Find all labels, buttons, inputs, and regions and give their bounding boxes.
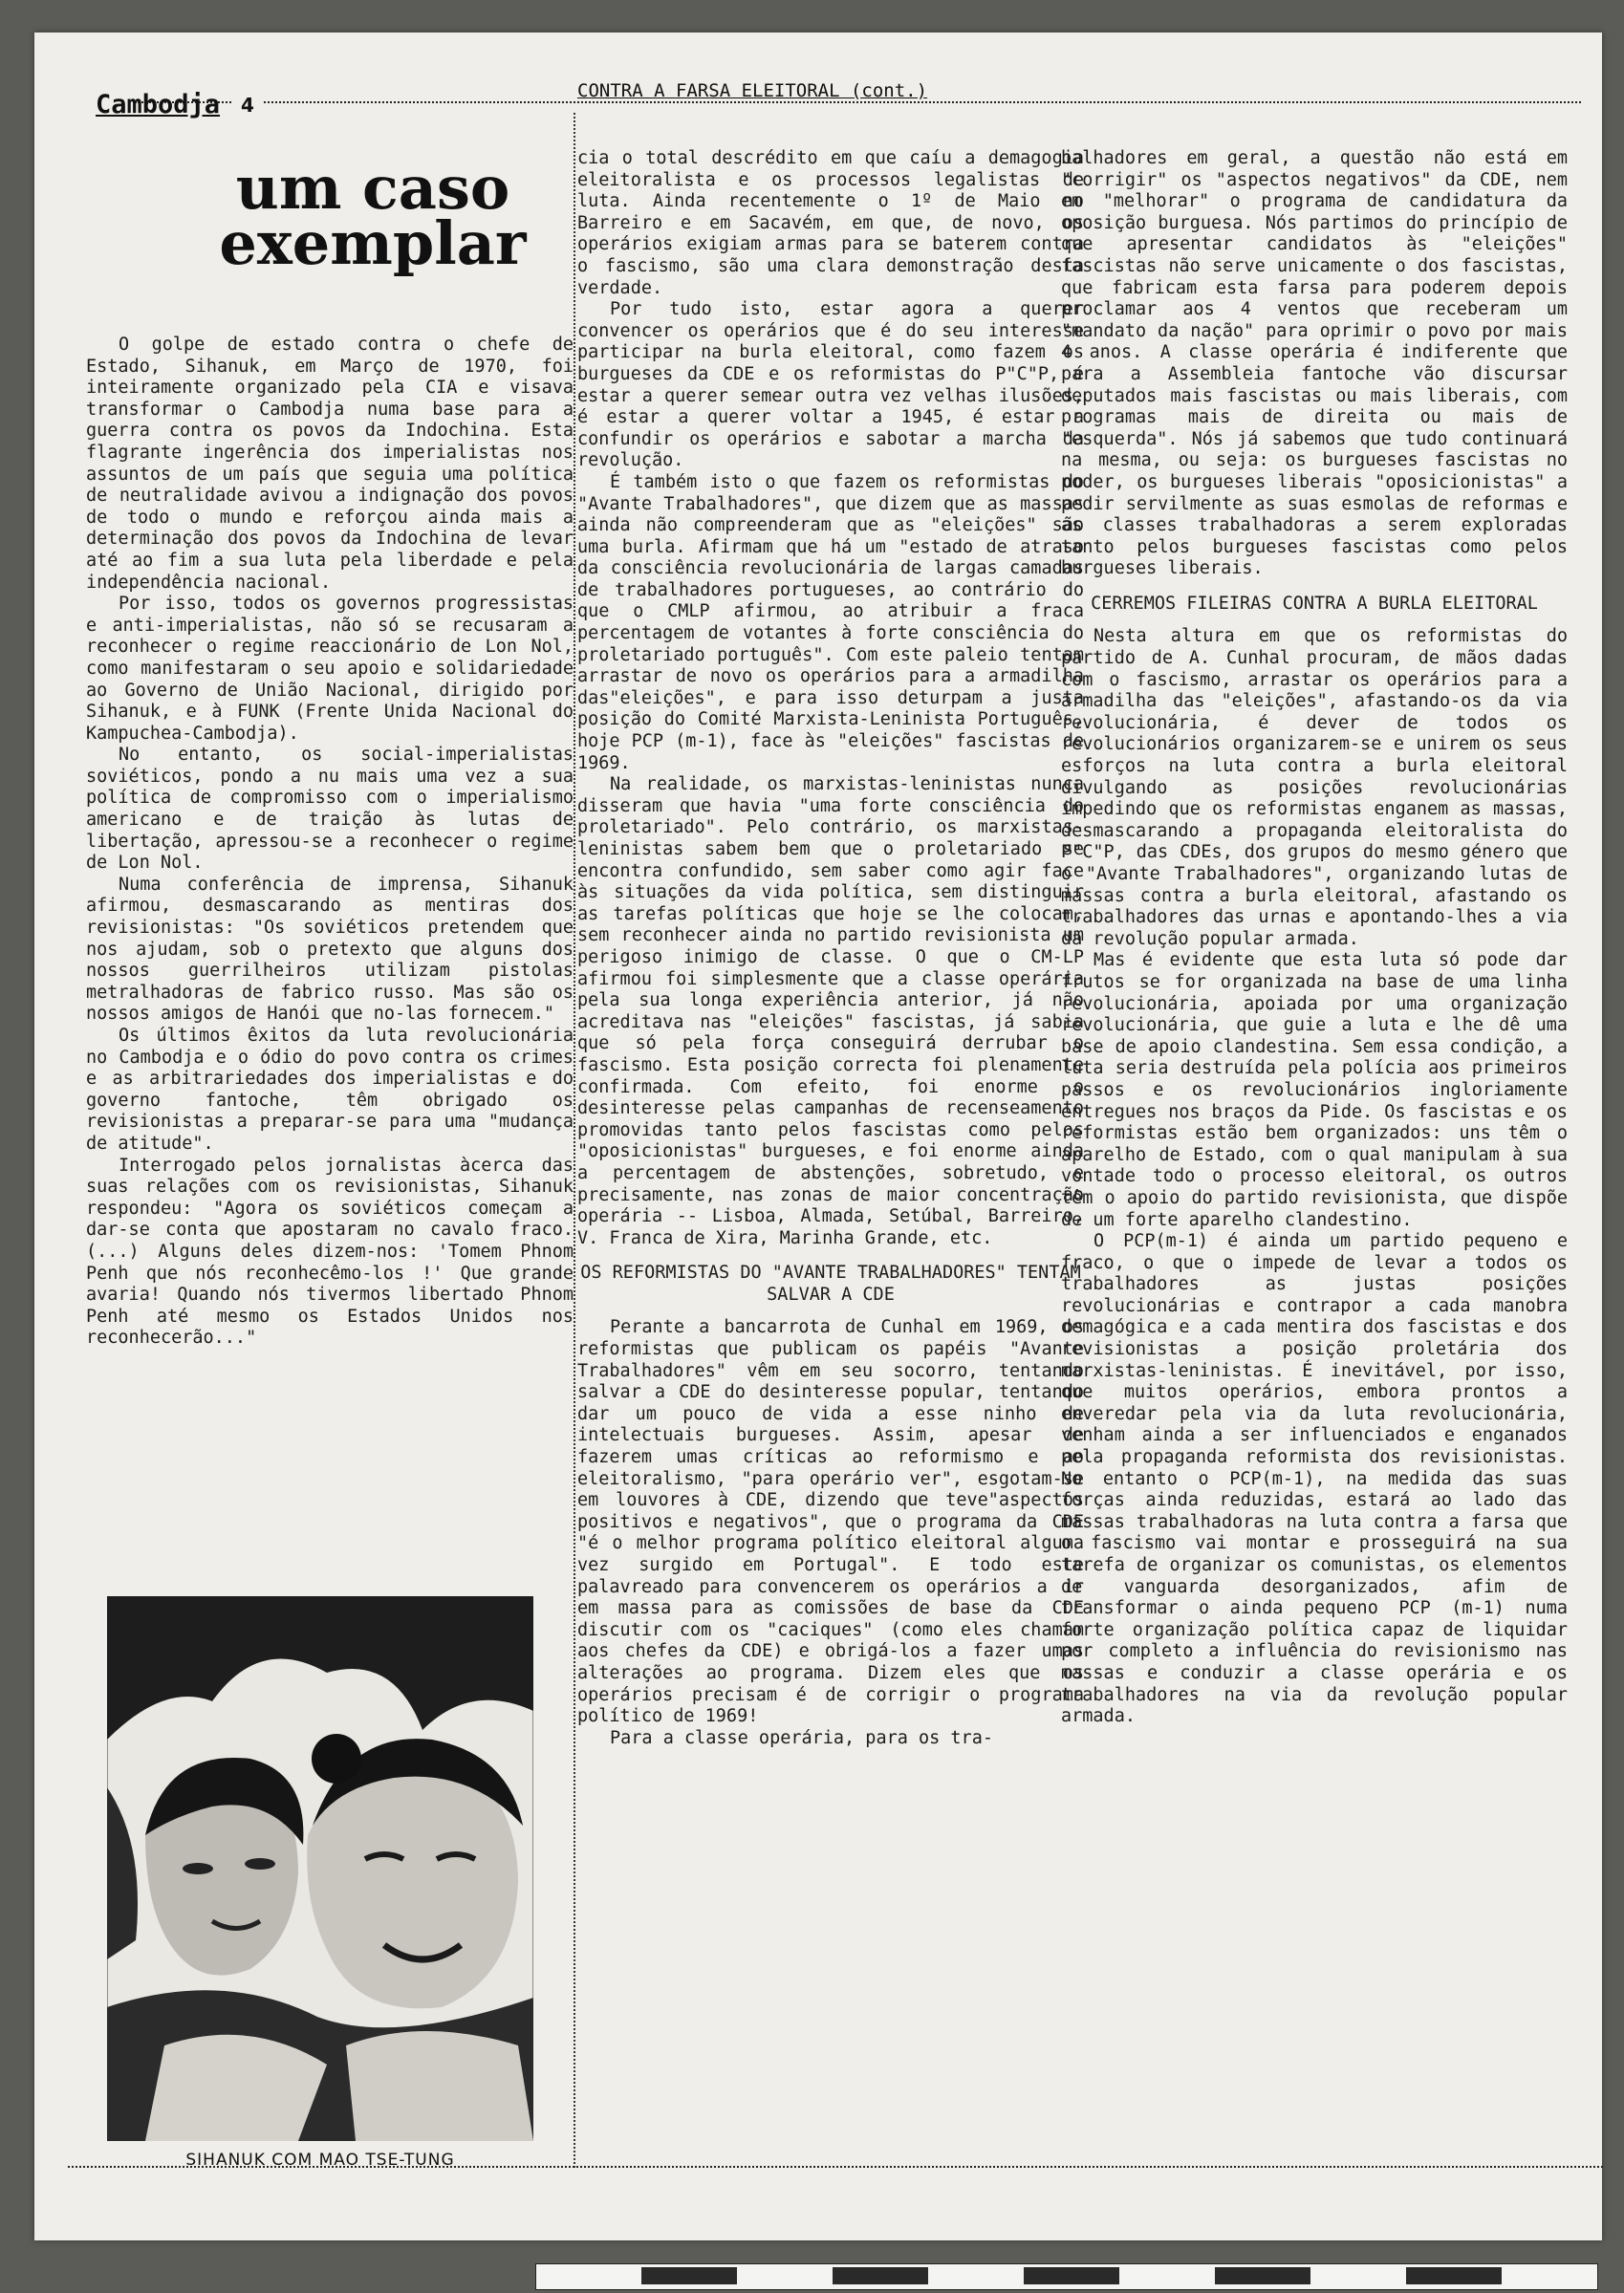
paragraph: É também isto o que fazem os reformistas do "Avante Trabalhadores", que dizem que as massas ainda não compreenderam que as "eleições" são uma burla. Afirmam que há um "estado de atraso da consciência revolucionária de largas camadas de trabalhadores portugueses, ao contrário do que o CMLP afirmou, ao atribuir a fraca percentagem de votantes à forte consciência do proletariado português". Com este paleio tentam arrastar de novo os operários para a armadilha das"eleições", e para isso deturpam a justa posição do Comité Marxista-Leninista Português, hoje PCP (m-1), face às "eleições" fascistas de 1969.: [577, 471, 1084, 773]
top-dotted-rule: [135, 101, 1581, 103]
article-column-continuation: [577, 148, 1084, 2165]
paragraph: Nesta altura em que os reformistas do partido de A. Cunhal procuram, de mãos dadas com o fascismo, arrastar os operários para a armadilha das "eleições", afastando-os da via revolucionária, é dever de todos os revolucionários organizarem-se e unirem os seus esforços na luta contra a burla eleitoral divulgando as posições revolucionárias impedindo que os reformistas enganem as massas, desmascarando a propaganda eleitoralista do P"C"P, das CDEs, dos grupos do mesmo género que o "Avante Trabalhadores", organizando lutas de massas contra a burla eleitoral, afastando os trabalhadores das urnas e apontando-lhes a via da revolução popular armada.: [1061, 626, 1568, 949]
page-number: 4: [231, 94, 264, 117]
bottom-dotted-rule: [68, 2166, 1603, 2168]
photo-illustration: [107, 1596, 533, 2141]
continuation-title: CONTRA A FARSA ELEITORAL (cont.): [577, 80, 928, 101]
subheading-cerremos-fileiras: CERREMOS FILEIRAS CONTRA A BURLA ELEITORAL: [1091, 593, 1538, 614]
subheading-reformistas: OS REFORMISTAS DO "AVANTE TRABALHADORES" TENTAM SALVAR A CDE: [580, 1263, 1081, 1305]
section-kicker: Cambodja: [96, 90, 221, 119]
scale-segment: [641, 2267, 737, 2284]
column-divider-left: [574, 113, 575, 2168]
article-column-right: [1061, 148, 1568, 2165]
scale-segment: [1215, 2267, 1310, 2284]
paragraph: Os últimos êxitos da luta revolucionária no Cambodja e o ódio do povo contra os crimes e as arbitrariedades dos imperialistas e do governo fantoche, têm obrigado os revisionistas a preparar-se para uma "mudança de atitude".: [86, 1026, 574, 1154]
paragraph: Para a classe operária, para os tra-: [610, 1727, 993, 1748]
paragraph: O golpe de estado contra o chefe de Estado, Sihanuk, em Março de 1970, foi inteiramente organizado pela CIA e visava transformar o Cambodja numa base para a guerra contra os povos da Indochina. Esta flagrante ingerência dos imperialistas nos assuntos de um país que seguia uma política de neutralidade avivou a indignação dos povos de todo o mundo e reforçou ainda mais a determinação dos povos da Indochina de levar até ao fim a sua luta pela liberdade e pela independência nacional.: [86, 335, 574, 593]
paragraph: cia o total descrédito em que caíu a demagogia eleitoralista e os processos legalistas de luta. Ainda recentemente o 1º de Maio no Barreiro e em Sacavém, em que, de novo, os operários exigiam armas para se baterem contra o fascismo, são uma clara demonstração desta verdade.: [577, 148, 1084, 298]
news-photo: [107, 1596, 533, 2141]
scan-scale-bar: [535, 2263, 1598, 2290]
paragraph: Numa conferência de imprensa, Sihanuk afirmou, desmascarando as mentiras dos revisionistas: "Os soviéticos pretendem que nos ajudam, sob o pretexto que alguns dos nossos guerrilheiros utilizam pistolas metralhadoras de fabrico russo. Mas são os nossos amigos de Hanói que no-las fornecem.": [86, 874, 574, 1025]
paragraph: balhadores em geral, a questão não está em "corrigir" os "aspectos negativos" da CDE, nem em "melhorar" o programa de candidatura da oposição burguesa. Nós partimos do princípio de que apresentar candidatos às "eleições" fascistas não serve unicamente o dos fascistas, que fabricam esta farsa para poderem depois proclamar aos 4 ventos que receberam um "mandato da nação" para oprimir o povo por mais 4 anos. A classe operária é indiferente que para a Assembleia fantoche vão discursar deputados mais fascistas ou mais liberais, com programas mais de direita ou mais de "esquerda". Nós já sabemos que tudo continuará na mesma, ou seja: os burgueses fascistas no poder, os burgueses liberais "oposicionistas" a pedir servilmente as suas esmolas de reformas e as classes trabalhadoras a serem exploradas tanto pelos burgueses fascistas como pelos burgueses liberais.: [1061, 148, 1568, 579]
scale-segment: [1024, 2267, 1119, 2284]
paragraph: Mas é evidente que esta luta só pode dar frutos se for organizada na base de uma linha revolucionária, apoiada por uma organização revolucionária, que guie a luta e lhe dê uma base de apoio clandestina. Sem essa condição, a luta seria destruída pela polícia aos primeiros passos e os revolucionários ingloriamente entregues nos braços da Pide. Os fascistas e os reformistas estão bem organizados: uns têm o aparelho de Estado, com o qual manipulam à sua vontade todo o processo eleitoral, os outros têm o apoio do partido revisionista, que dispõe de um forte aparelho clandestino.: [1061, 950, 1568, 1230]
paragraph: Por isso, todos os governos progressistas e anti-imperialistas, não só se recusaram a reconhecer o regime reaccionário de Lon Nol, como manifestaram o seu apoio e solidariedade ao Governo de União Nacional, dirigido por Sihanuk, e à FUNK (Frente Unida Nacional do Kampuchea-Cambodja).: [86, 594, 574, 744]
scale-segment: [1406, 2267, 1502, 2284]
paragraph: Por tudo isto, estar agora a querer convencer os operários que é do seu interesse participar na burla eleitoral, como fazem os burgueses da CDE e os reformistas do P"C"P, é estar a querer semear outra vez velhas ilusões, é estar a querer voltar a 1945, é estar a confundir os operários e sabotar a marcha da revolução.: [577, 299, 1084, 471]
article-column-cambodja: [86, 335, 574, 1568]
paragraph: No entanto, os social-imperialistas soviéticos, pondo a nu mais uma vez a sua política de compromisso com o imperialismo americano e de traição às lutas de libertação, apressou-se a reconhecer o regime de Lon Nol.: [86, 745, 574, 874]
paragraph: Interrogado pelos jornalistas àcerca das suas relações com os revisionistas, Sihanuk respondeu: "Agora os soviéticos começam a dar-se conta que apostaram no cavalo fraco.(...) Alguns deles dizem-nos: 'Tomem Phnom Penh que nós reconhecêmo-los !' Que grande avaria! Quando nós tivermos libertado Phnom Penh até mesmo os Estados Unidos nos reconhecerão...": [86, 1155, 574, 1349]
photo-caption: SIHANUK COM MAO TSE-TUNG: [185, 2151, 455, 2170]
scale-segment: [833, 2267, 928, 2284]
paragraph: O PCP(m-1) é ainda um partido pequeno e fraco, o que o impede de levar a todos os trabalhadores as justas posições revolucionárias e contrapor a cada manobra demagógica e a cada mentira dos fascistas e dos revisionistas a posição proletária dos marxistas-leninistas. É inevitável, por isso, que muitos operários, embora prontos a enveredar pela via da luta revolucionária, venham ainda a ser influenciados e enganados pela propaganda reformista dos revisionistas. No entanto o PCP(m-1), na medida das suas forças ainda reduzidas, estará ao lado das massas trabalhadoras na luta contra a farsa que o fascismo vai montar e prosseguirá na sua tarefa de organizar os comunistas, os elementos de vanguarda desorganizados, afim de transformar o ainda pequeno PCP (m-1) numa forte organização política capaz de liquidar por completo a influência do revisionismo nas massas e conduzir a classe operária e os trabalhadores na via da revolução popular armada.: [1061, 1231, 1568, 1727]
headline: um caso exemplar: [219, 153, 527, 278]
paragraph: Na realidade, os marxistas-leninistas nunca disseram que havia "uma forte consciência do proletariado". Pelo contrário, os marxistas-leninistas sabem bem que o proletariado se encontra confundido, sem saber como agir face às situações da vida política, sem distinguir as tarefas políticas que hoje se lhe colocam, sem reconhecer ainda no partido revisionista um perigoso inimigo de classe. O que o CM-LP afirmou foi simplesmente que a classe operária pela sua longa experiência anterior, já não acreditava nas "eleições" fascistas, já sabia que só pela força conseguirá derrubar o fascismo. Esta posição correcta foi plenamente confirmada. Com efeito, foi enorme o desinteresse pelas campanhas de recenseamento promovidas tanto pelos fascistas como pelos "oposicionistas" burgueses, e foi enorme ainda a percentagem de abstenções, sobretudo, e precisamente, nas zonas de maior concentração operária -- Lisboa, Almada, Setúbal, Barreiro, V. Franca de Xira, Marinha Grande, etc.: [577, 774, 1084, 1248]
paragraph: Perante a bancarrota de Cunhal em 1969, os reformistas que publicam os papéis "Avante Trabalhadores" vêm em seu socorro, tentando salvar a CDE do desinteresse popular, tentando dar um pouco de vida a esse ninho de intelectuais burgueses. Assim, apesar de fazerem umas críticas ao reformismo e ao eleitoralismo, "para operário ver", esgotam-se em louvores à CDE, dizendo que teve"aspectos positivos e negativos", que o programa da CDE "é o melhor programa político eleitoral alguma vez surgido em Portugal". E todo este palavreado para convencerem os operários a ir em massa para as comissões de base da CDE discutir com os "caciques" (como eles chamam aos chefes da CDE) e obrigá-los a fazer umas alterações ao programa. Dizem eles que os operários precisam é de corrigir o programa político de 1969!: [577, 1317, 1084, 1727]
